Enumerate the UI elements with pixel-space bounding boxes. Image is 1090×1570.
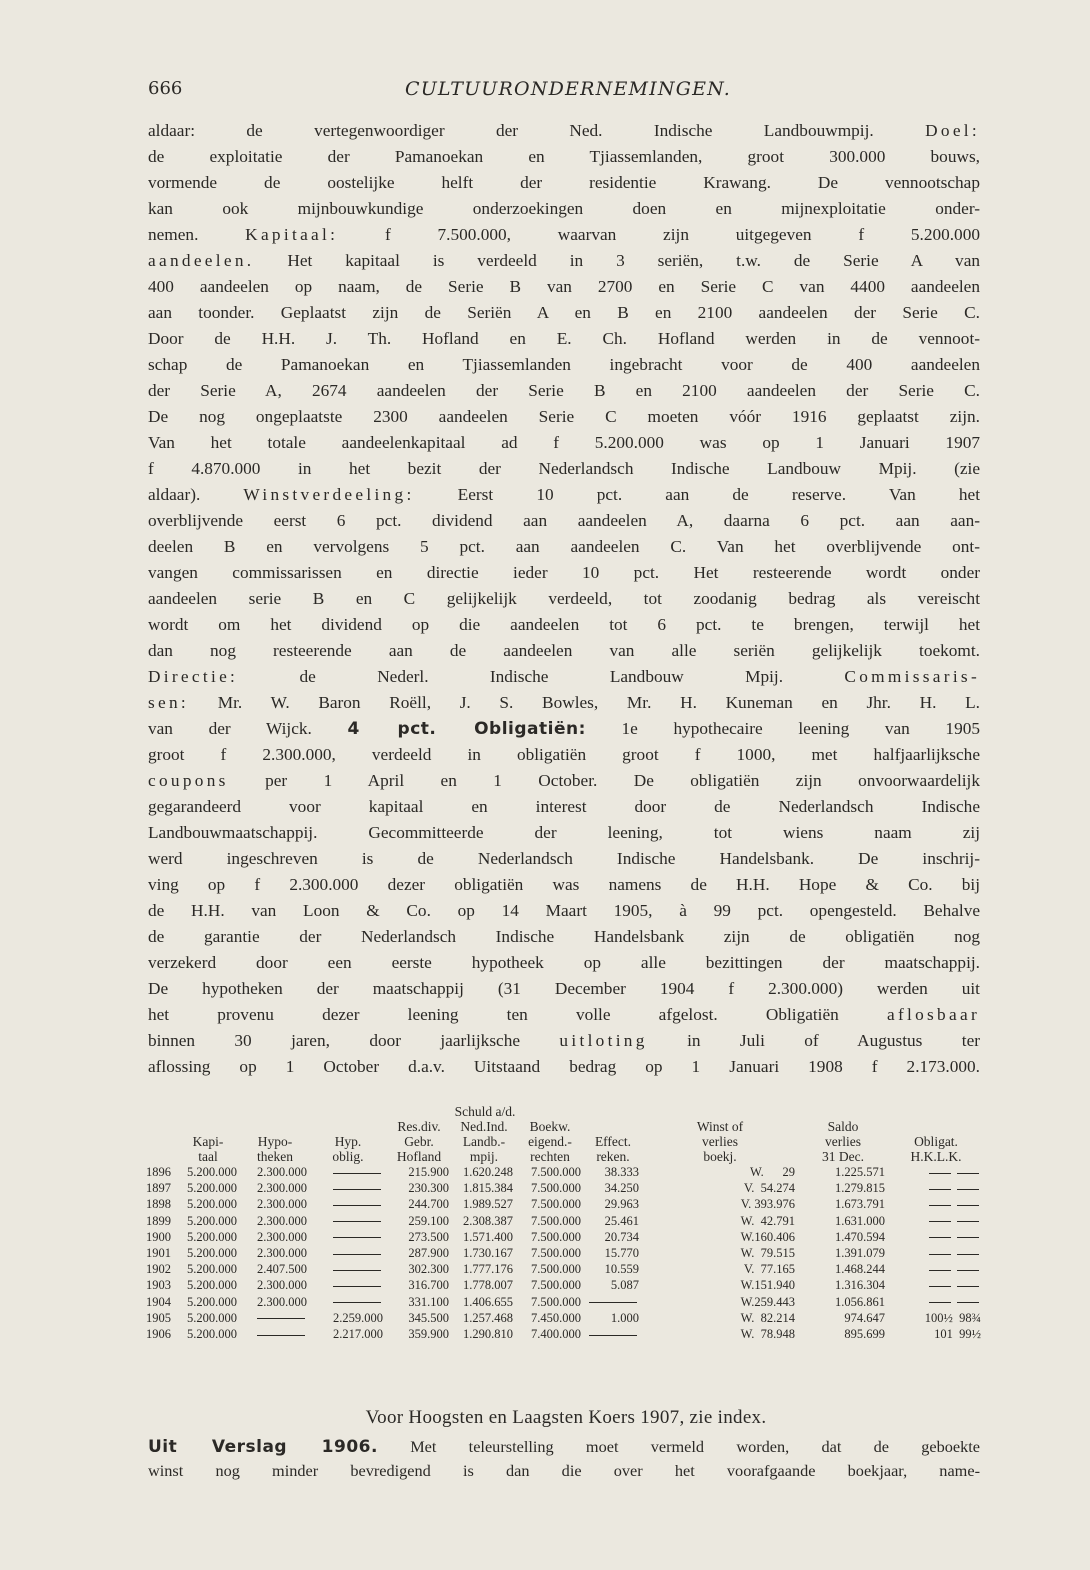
dash-mark xyxy=(929,1302,951,1303)
cell-hypotheken xyxy=(240,1310,310,1326)
body-line: aflossing op 1 October d.a.v. Uitstaand bedrag op 1 Januari 1908 f 2.173.000. xyxy=(148,1057,980,1076)
dash-mark xyxy=(929,1270,951,1271)
body-line: Door de H.H. J. Th. Hofland en E. Ch. Hofland werden in de vennoot- xyxy=(148,329,980,348)
cell-kapitaal: 5.200.000 xyxy=(187,1229,237,1244)
cell-effect-reken: 38.333 xyxy=(604,1165,639,1179)
dash-mark xyxy=(957,1205,979,1206)
body-line: sen: Mr. W. Baron Roëll, J. S. Bowles, Mr. H. Kuneman en Jhr. H. L. xyxy=(148,693,980,712)
body-line: 400 aandeelen op naam, de Serie B van 2700 en Serie C van 4400 aandeelen xyxy=(148,277,980,296)
cell-landb-mpij: 1.406.655 xyxy=(463,1294,513,1309)
cell-hyp-oblig xyxy=(310,1277,386,1293)
cell-obligat xyxy=(888,1245,984,1261)
body-line: het provenu dezer leening ten volle afgelost. Obligatiën aflosbaar xyxy=(148,1005,980,1024)
header-hypotheken-1: Hypo- xyxy=(257,1134,293,1149)
cell-kapitaal: 5.200.000 xyxy=(187,1197,237,1212)
cell-hypotheken: 2.300.000 xyxy=(257,1294,307,1309)
cell-winst-verlies: V. 393.976 xyxy=(740,1197,795,1212)
cell-effect-reken xyxy=(584,1294,642,1310)
obligat-high: 100½ xyxy=(924,1310,953,1325)
cell-gebr-hofland: 273.500 xyxy=(408,1229,449,1244)
body-line: binnen 30 jaren, door jaarlijksche uitloting in Juli of Augustus ter xyxy=(148,1031,980,1050)
cell-year: 1902 xyxy=(146,1262,171,1277)
header-kapitaal-2: taal xyxy=(198,1149,218,1164)
cell-eigend-rechten: 7.500.000 xyxy=(531,1197,581,1212)
cell-eigend-rechten: 7.500.000 xyxy=(531,1294,581,1309)
cell-hyp-oblig xyxy=(310,1261,386,1277)
header-hypotheken-2: theken xyxy=(257,1149,293,1164)
cell-effect-reken: 1.000 xyxy=(610,1310,639,1325)
cell-effect-reken xyxy=(584,1326,642,1342)
cell-hyp-oblig: 2.259.000 xyxy=(333,1310,383,1325)
header-ned-ind: Ned.Ind. xyxy=(460,1119,508,1134)
header-eigend-1: eigend.- xyxy=(528,1134,572,1149)
dash-mark xyxy=(929,1189,951,1190)
dash-mark xyxy=(929,1221,951,1222)
cell-kapitaal: 5.200.000 xyxy=(187,1294,237,1309)
header-boekw: Boekw. xyxy=(529,1119,571,1134)
cell-year: 1904 xyxy=(146,1294,171,1309)
table-row xyxy=(146,1277,984,1293)
cell-hypotheken: 2.300.000 xyxy=(257,1229,307,1244)
cell-year: 1896 xyxy=(146,1165,171,1179)
cell-obligat xyxy=(888,1310,984,1326)
cell-hyp-oblig xyxy=(310,1294,386,1310)
body-line: Directie: de Nederl. Indische Landbouw Mpij. Commissaris- xyxy=(148,667,980,686)
header-schuld-ad: Schuld a/d. xyxy=(454,1104,516,1119)
cell-hypotheken: 2.300.000 xyxy=(257,1197,307,1212)
table-row xyxy=(146,1245,984,1261)
obligat-high: 101 xyxy=(934,1327,953,1342)
cell-saldo: 1.673.791 xyxy=(835,1197,885,1212)
cell-eigend-rechten: 7.450.000 xyxy=(531,1310,581,1325)
header-eigend-2: rechten xyxy=(530,1149,570,1164)
header-boekj: boekj. xyxy=(703,1149,737,1164)
dash-mark xyxy=(333,1173,381,1174)
cell-eigend-rechten: 7.500.000 xyxy=(531,1181,581,1196)
cell-eigend-rechten: 7.500.000 xyxy=(531,1278,581,1293)
cell-gebr-hofland: 345.500 xyxy=(408,1310,449,1325)
cell-year: 1901 xyxy=(146,1246,171,1261)
cell-kapitaal: 5.200.000 xyxy=(187,1262,237,1277)
cell-effect-reken: 25.461 xyxy=(604,1213,639,1228)
cell-year: 1905 xyxy=(146,1310,171,1325)
body-line: deelen B en vervolgens 5 pct. aan aandeelen C. Van het overblijvende ont- xyxy=(148,537,980,556)
cell-winst-verlies: W. 79.515 xyxy=(740,1246,795,1261)
cell-hyp-oblig xyxy=(310,1196,386,1212)
cell-saldo: 1.391.079 xyxy=(835,1246,885,1261)
cell-year: 1899 xyxy=(146,1213,171,1228)
cell-eigend-rechten: 7.500.000 xyxy=(531,1165,581,1179)
dash-mark xyxy=(929,1237,951,1238)
cell-winst-verlies: W.151.940 xyxy=(740,1278,795,1293)
obligat-low: 99½ xyxy=(952,1327,981,1342)
table-row xyxy=(146,1229,984,1245)
cell-gebr-hofland: 215.900 xyxy=(408,1165,449,1179)
body-line: vormende de oostelijke helft der residentie Krawang. De vennootschap xyxy=(148,173,980,192)
cell-hyp-oblig xyxy=(310,1245,386,1261)
dash-mark xyxy=(957,1286,979,1287)
body-line: nemen. Kapitaal: f 7.500.000, waarvan zijn uitgegeven f 5.200.000 xyxy=(148,225,980,244)
cell-effect-reken: 10.559 xyxy=(604,1262,639,1277)
cell-landb-mpij: 1.778.007 xyxy=(463,1278,513,1293)
table-row xyxy=(146,1164,984,1180)
body-text xyxy=(148,118,980,1080)
cell-eigend-rechten: 7.500.000 xyxy=(531,1246,581,1261)
dash-mark xyxy=(333,1286,381,1287)
cell-effect-reken: 20.734 xyxy=(604,1229,639,1244)
cell-landb-mpij: 1.290.810 xyxy=(463,1327,513,1342)
cell-effect-reken: 29.963 xyxy=(604,1197,639,1212)
dash-mark xyxy=(589,1302,637,1303)
cell-saldo: 1.225.571 xyxy=(835,1165,885,1179)
body-line: aan toonder. Geplaatst zijn de Seriën A en B en 2100 aandeelen der Serie C. xyxy=(148,303,980,322)
cell-obligat xyxy=(888,1164,984,1180)
body-line: de exploitatie der Pamanoekan en Tjiassemlanden, groot 300.000 bouws, xyxy=(148,147,980,166)
cell-hypotheken: 2.300.000 xyxy=(257,1165,307,1179)
cell-year: 1900 xyxy=(146,1229,171,1244)
dash-mark xyxy=(957,1173,979,1174)
body-line: dan nog resteerende aan de aandeelen van alle seriën gelijkelijk toekomt. xyxy=(148,641,980,660)
dash-mark xyxy=(957,1221,979,1222)
dash-mark xyxy=(333,1302,381,1303)
table-row xyxy=(146,1261,984,1277)
report-line: Uit Verslag 1906. Met teleurstelling moet vermeld worden, dat de geboekte xyxy=(148,1437,980,1457)
dash-mark xyxy=(257,1318,305,1319)
financial-table xyxy=(146,1104,984,1342)
header-res-div: Res.div. xyxy=(397,1119,441,1134)
dash-mark xyxy=(957,1189,979,1190)
cell-year: 1898 xyxy=(146,1197,171,1212)
body-line: overblijvende eerst 6 pct. dividend aan aandeelen A, daarna 6 pct. aan aan- xyxy=(148,511,980,530)
cell-winst-verlies: W.259.443 xyxy=(740,1294,795,1309)
cell-hypotheken: 2.300.000 xyxy=(257,1246,307,1261)
header-effect-2: reken. xyxy=(596,1149,630,1164)
dash-mark xyxy=(333,1205,381,1206)
cell-gebr-hofland: 244.700 xyxy=(408,1197,449,1212)
cell-gebr-hofland: 331.100 xyxy=(408,1294,449,1309)
cell-eigend-rechten: 7.500.000 xyxy=(531,1262,581,1277)
dash-mark xyxy=(333,1189,381,1190)
cell-obligat xyxy=(888,1213,984,1229)
cell-landb-mpij: 1.815.384 xyxy=(463,1181,513,1196)
body-line: de garantie der Nederlandsch Indische Handelsbank zijn de obligatiën nog xyxy=(148,927,980,946)
page-number: 666 xyxy=(148,78,183,99)
cell-hypotheken xyxy=(240,1326,310,1342)
cell-kapitaal: 5.200.000 xyxy=(187,1213,237,1228)
page-header xyxy=(148,78,988,108)
report-text xyxy=(148,1435,980,1482)
header-hyp-oblig-2: oblig. xyxy=(332,1149,364,1164)
obligat-low: 98¾ xyxy=(952,1310,981,1325)
cell-winst-verlies: W. 29 xyxy=(749,1165,795,1179)
cell-winst-verlies: V. 54.274 xyxy=(743,1181,795,1196)
cell-obligat xyxy=(888,1277,984,1293)
cell-effect-reken: 15.770 xyxy=(604,1246,639,1261)
running-head: CULTUURONDERNEMINGEN. xyxy=(404,78,731,100)
dash-mark xyxy=(333,1237,381,1238)
header-verlies-2: verlies xyxy=(825,1134,861,1149)
body-line: aandeelen serie B en C gelijkelijk verdeeld, tot zoodanig bedrag als vereischt xyxy=(148,589,980,608)
footer-note: Voor Hoogsten en Laagsten Koers 1907, zie index. xyxy=(365,1407,767,1428)
cell-obligat xyxy=(888,1229,984,1245)
body-line: groot f 2.300.000, verdeeld in obligatiën groot f 1000, met halfjaarlijksche xyxy=(148,745,980,764)
cell-year: 1906 xyxy=(146,1327,171,1342)
dash-mark xyxy=(957,1302,979,1303)
cell-saldo: 1.056.861 xyxy=(835,1294,885,1309)
cell-obligat xyxy=(888,1196,984,1212)
header-hyp-oblig-1: Hyp. xyxy=(334,1134,362,1149)
body-line: aldaar: de vertegenwoordiger der Ned. Indische Landbouwmpij. Doel: xyxy=(148,121,980,140)
header-gebr-2: Hofland xyxy=(396,1149,442,1164)
cell-gebr-hofland: 259.100 xyxy=(408,1213,449,1228)
cell-gebr-hofland: 287.900 xyxy=(408,1246,449,1261)
cell-eigend-rechten: 7.500.000 xyxy=(531,1229,581,1244)
cell-hyp-oblig xyxy=(310,1164,386,1180)
cell-landb-mpij: 1.257.468 xyxy=(463,1310,513,1325)
cell-kapitaal: 5.200.000 xyxy=(187,1165,237,1179)
report-line: winst nog minder bevredigend is dan die over het voorafgaande boekjaar, name- xyxy=(148,1461,980,1480)
cell-saldo: 895.699 xyxy=(844,1327,885,1342)
body-line: f 4.870.000 in het bezit der Nederlandsch Indische Landbouw Mpij. (zie xyxy=(148,459,980,478)
body-line: wordt om het dividend op die aandeelen tot 6 pct. te brengen, terwijl het xyxy=(148,615,980,634)
cell-gebr-hofland: 302.300 xyxy=(408,1262,449,1277)
body-line: coupons per 1 April en 1 October. De obligatiën zijn onvoorwaardelijk xyxy=(148,771,980,790)
cell-year: 1903 xyxy=(146,1278,171,1293)
cell-landb-mpij: 1.777.176 xyxy=(463,1262,513,1277)
cell-kapitaal: 5.200.000 xyxy=(187,1246,237,1261)
body-line: aldaar). Winstverdeeling: Eerst 10 pct. aan de reserve. Van het xyxy=(148,485,980,504)
header-landb-2: mpij. xyxy=(469,1149,499,1164)
cell-gebr-hofland: 230.300 xyxy=(408,1181,449,1196)
table-row xyxy=(146,1180,984,1196)
body-line: gegarandeerd voor kapitaal en interest door de Nederlandsch Indische xyxy=(148,797,980,816)
dash-mark xyxy=(257,1335,305,1336)
cell-hypotheken: 2.300.000 xyxy=(257,1213,307,1228)
body-line: De nog ongeplaatste 2300 aandeelen Serie C moeten vóór 1916 geplaatst zijn. xyxy=(148,407,980,426)
cell-saldo: 1.631.000 xyxy=(835,1213,885,1228)
table-row xyxy=(146,1310,984,1326)
table-row xyxy=(146,1294,984,1310)
header-landb-1: Landb.- xyxy=(462,1134,506,1149)
body-line: verzekerd door een eerste hypotheek op alle bezittingen der maatschappij. xyxy=(148,953,980,972)
table-row xyxy=(146,1213,984,1229)
body-line: ving op f 2.300.000 dezer obligatiën was namens de H.H. Hope & Co. bij xyxy=(148,875,980,894)
table-row xyxy=(146,1196,984,1212)
dash-mark xyxy=(929,1173,951,1174)
cell-landb-mpij: 2.308.387 xyxy=(463,1213,513,1228)
body-line: der Serie A, 2674 aandeelen der Serie B en 2100 aandeelen der Serie C. xyxy=(148,381,980,400)
cell-obligat xyxy=(888,1180,984,1196)
cell-hypotheken: 2.300.000 xyxy=(257,1181,307,1196)
cell-saldo: 1.468.244 xyxy=(835,1262,885,1277)
cell-obligat xyxy=(888,1326,984,1342)
cell-winst-verlies: W. 42.791 xyxy=(740,1213,795,1228)
cell-effect-reken: 34.250 xyxy=(604,1181,639,1196)
dash-mark xyxy=(929,1286,951,1287)
cell-winst-verlies: W.160.406 xyxy=(740,1229,795,1244)
dash-mark xyxy=(589,1335,637,1336)
header-kapitaal-1: Kapi- xyxy=(192,1134,224,1149)
header-verlies-1: verlies xyxy=(702,1134,738,1149)
dash-mark xyxy=(333,1270,381,1271)
cell-landb-mpij: 1.620.248 xyxy=(463,1165,513,1179)
header-obligat-1: Obligat. xyxy=(914,1134,958,1149)
cell-eigend-rechten: 7.500.000 xyxy=(531,1213,581,1228)
body-line: schap de Pamanoekan en Tjiassemlanden ingebracht voor de 400 aandeelen xyxy=(148,355,980,374)
cell-landb-mpij: 1.571.400 xyxy=(463,1229,513,1244)
cell-winst-verlies: W. 82.214 xyxy=(740,1310,795,1325)
cell-saldo: 974.647 xyxy=(844,1310,885,1325)
cell-kapitaal: 5.200.000 xyxy=(187,1181,237,1196)
cell-saldo: 1.470.594 xyxy=(835,1229,885,1244)
body-line: werd ingeschreven is de Nederlandsch Indische Handelsbank. De inschrij- xyxy=(148,849,980,868)
cell-winst-verlies: W. 78.948 xyxy=(740,1327,795,1342)
cell-kapitaal: 5.200.000 xyxy=(187,1278,237,1293)
cell-hyp-oblig xyxy=(310,1180,386,1196)
table-body xyxy=(146,1164,984,1342)
header-gebr-1: Gebr. xyxy=(404,1134,434,1149)
cell-hyp-oblig xyxy=(310,1213,386,1229)
dash-mark xyxy=(957,1237,979,1238)
cell-hyp-oblig xyxy=(310,1229,386,1245)
cell-landb-mpij: 1.730.167 xyxy=(463,1246,513,1261)
header-effect-1: Effect. xyxy=(594,1134,632,1149)
body-line: de H.H. van Loon & Co. op 14 Maart 1905, à 99 pct. opengesteld. Behalve xyxy=(148,901,980,920)
body-line: vangen commissarissen en directie ieder 10 pct. Het resteerende wordt onder xyxy=(148,563,980,582)
cell-year: 1897 xyxy=(146,1181,171,1196)
cell-winst-verlies: V. 77.165 xyxy=(743,1262,795,1277)
dash-mark xyxy=(957,1270,979,1271)
cell-landb-mpij: 1.989.527 xyxy=(463,1197,513,1212)
dash-mark xyxy=(929,1254,951,1255)
cell-hypotheken: 2.407.500 xyxy=(257,1262,307,1277)
cell-saldo: 1.316.304 xyxy=(835,1278,885,1293)
body-line: Van het totale aandeelenkapitaal ad f 5.200.000 was op 1 Januari 1907 xyxy=(148,433,980,452)
table-row xyxy=(146,1326,984,1342)
body-line: kan ook mijnbouwkundige onderzoekingen doen en mijnexploitatie onder- xyxy=(148,199,980,218)
dash-mark xyxy=(957,1254,979,1255)
header-winst-of: Winst of xyxy=(696,1119,744,1134)
body-line: van der Wijck. 4 pct. Obligatiën: 1e hypothecaire leening van 1905 xyxy=(148,719,980,739)
body-line: Landbouwmaatschappij. Gecommitteerde der leening, tot wiens naam zij xyxy=(148,823,980,842)
cell-gebr-hofland: 359.900 xyxy=(408,1327,449,1342)
cell-obligat xyxy=(888,1294,984,1310)
cell-kapitaal: 5.200.000 xyxy=(187,1310,237,1325)
cell-gebr-hofland: 316.700 xyxy=(408,1278,449,1293)
dash-mark xyxy=(333,1221,381,1222)
cell-kapitaal: 5.200.000 xyxy=(187,1327,237,1342)
cell-hypotheken: 2.300.000 xyxy=(257,1278,307,1293)
dash-mark xyxy=(333,1254,381,1255)
cell-effect-reken: 5.087 xyxy=(610,1278,639,1293)
body-line: De hypotheken der maatschappij (31 December 1904 f 2.300.000) werden uit xyxy=(148,979,980,998)
header-saldo: Saldo xyxy=(827,1119,859,1134)
header-hkllk: H.K.L.K. xyxy=(910,1149,962,1164)
header-31dec: 31 Dec. xyxy=(822,1149,864,1164)
cell-obligat xyxy=(888,1261,984,1277)
body-line: aandeelen. Het kapitaal is verdeeld in 3 seriën, t.w. de Serie A van xyxy=(148,251,980,270)
cell-eigend-rechten: 7.400.000 xyxy=(531,1327,581,1342)
cell-hyp-oblig: 2.217.000 xyxy=(333,1327,383,1342)
dash-mark xyxy=(929,1205,951,1206)
cell-saldo: 1.279.815 xyxy=(835,1181,885,1196)
